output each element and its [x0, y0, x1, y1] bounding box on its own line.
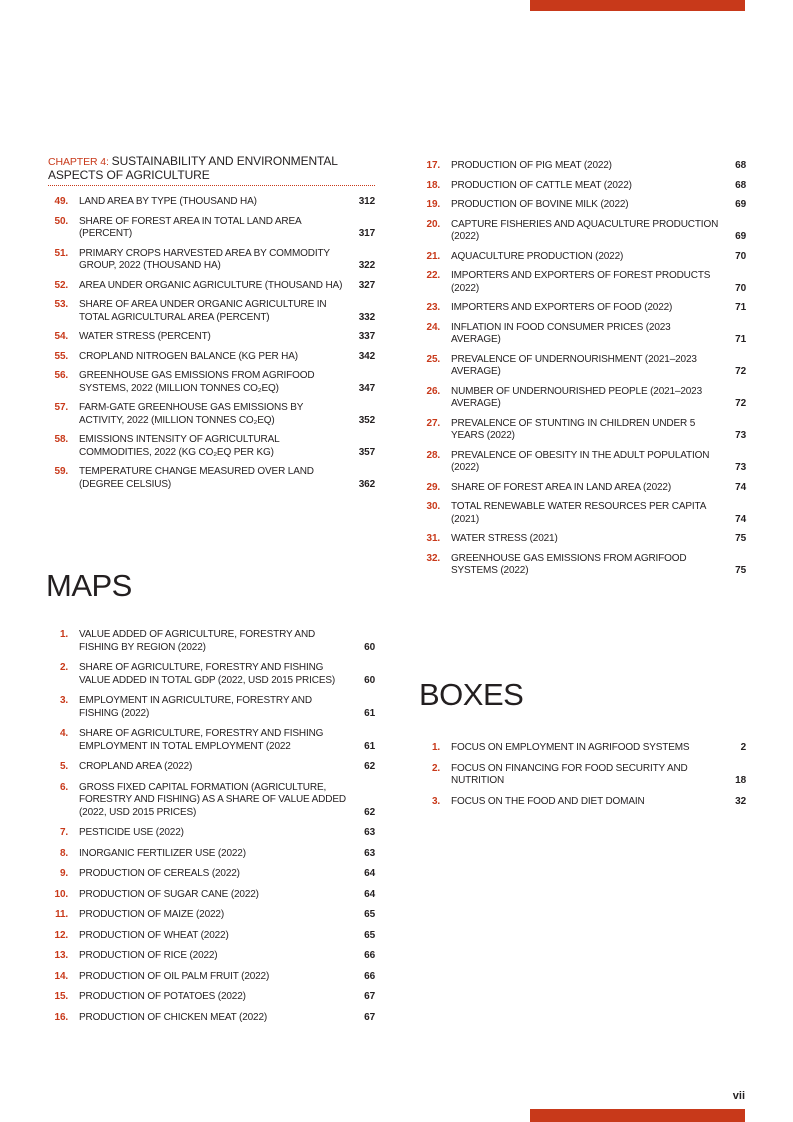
entry-title: PRODUCTION OF CATTLE MEAT (2022)	[451, 179, 632, 191]
entry-number: 59.	[54, 466, 68, 477]
entry-number: 8.	[59, 847, 68, 859]
entry-page: 75	[735, 565, 746, 576]
entry-title: WATER STRESS (PERCENT)	[79, 331, 211, 342]
entry-number: 19.	[426, 199, 440, 210]
entry-number: 11.	[55, 909, 68, 920]
toc-entry[interactable]	[48, 629, 375, 654]
entry-number: 15.	[54, 991, 68, 1002]
chapter4-list	[48, 196, 375, 491]
entry-title: PRODUCTION OF OIL PALM FRUIT (2022)	[79, 970, 270, 982]
entry-page: 317	[358, 228, 375, 239]
entry-page: 357	[358, 446, 375, 458]
entry-page: 61	[364, 707, 375, 719]
toc-entry[interactable]	[48, 761, 375, 774]
toc-entry[interactable]	[48, 248, 375, 273]
entry-title: CROPLAND NITROGEN BALANCE (KG PER HA)	[79, 350, 298, 362]
entry-page: 63	[364, 847, 375, 859]
entry-title: GREENHOUSE GAS EMISSIONS FROM AGRIFOOD SYSTEMS (2022)	[451, 552, 687, 576]
entry-title: SHARE OF FOREST AREA IN LAND AREA (2022)	[451, 481, 672, 493]
toc-entry[interactable]	[48, 728, 375, 753]
toc-entry[interactable]	[48, 196, 375, 209]
boxes-section	[420, 742, 746, 816]
boxes-heading: BOXES	[419, 677, 524, 712]
toc-entry[interactable]	[420, 386, 746, 411]
entry-number: 50.	[54, 215, 68, 227]
entry-title: FOCUS ON EMPLOYMENT IN AGRIFOOD SYSTEMS	[451, 742, 690, 753]
toc-entry[interactable]	[420, 180, 746, 193]
toc-entry[interactable]	[48, 827, 375, 840]
entry-page: 67	[364, 991, 375, 1002]
toc-entry[interactable]	[420, 796, 746, 809]
entry-number: 3.	[431, 795, 440, 807]
entry-page: 70	[735, 282, 746, 294]
entry-page: 72	[735, 398, 746, 409]
toc-entry[interactable]	[420, 553, 746, 578]
toc-entry[interactable]	[420, 354, 746, 379]
bottom-accent-bar	[530, 1109, 745, 1122]
entry-number: 7.	[59, 827, 68, 838]
toc-entry[interactable]	[48, 868, 375, 881]
entry-page: 337	[358, 331, 375, 342]
entry-title: PRODUCTION OF CEREALS (2022)	[79, 868, 240, 879]
entry-title: PREVALENCE OF STUNTING IN CHILDREN UNDER 5 YEARS (2022)	[451, 417, 696, 441]
entry-number: 31.	[426, 533, 440, 544]
maps-list-left	[48, 629, 375, 1024]
entry-number: 9.	[59, 868, 68, 879]
entry-title: PRODUCTION OF BOVINE MILK (2022)	[451, 199, 629, 210]
entry-page: 332	[358, 311, 375, 323]
page-number: vii	[732, 1090, 745, 1102]
entry-page: 32	[735, 795, 746, 807]
toc-entry[interactable]	[420, 482, 746, 495]
entry-page: 342	[358, 350, 375, 362]
entry-number: 29.	[426, 481, 440, 493]
entry-title: SHARE OF FOREST AREA IN TOTAL LAND AREA (PERCENT)	[79, 215, 301, 239]
entry-title: EMPLOYMENT IN AGRICULTURE, FORESTRY AND FISHING (2022)	[79, 695, 312, 719]
entry-page: 71	[735, 334, 746, 345]
toc-entry[interactable]	[420, 322, 746, 347]
chapter-label: CHAPTER 4:	[48, 156, 112, 168]
entry-title: PRODUCTION OF MAIZE (2022)	[79, 909, 225, 920]
toc-entry[interactable]	[48, 370, 375, 395]
toc-entry[interactable]	[48, 434, 375, 459]
entry-number: 21.	[426, 250, 440, 262]
entry-number: 17.	[426, 160, 440, 171]
entry-number: 20.	[426, 218, 440, 230]
entry-title: TOTAL RENEWABLE WATER RESOURCES PER CAPITA (2021)	[451, 501, 706, 525]
toc-entry[interactable]	[420, 450, 746, 475]
entry-title: INFLATION IN FOOD CONSUMER PRICES (2023 AVERAGE)	[451, 321, 671, 345]
entry-title: TEMPERATURE CHANGE MEASURED OVER LAND (DEGREE CELSIUS)	[79, 466, 314, 490]
entry-page: 352	[358, 414, 375, 426]
entry-page: 68	[735, 160, 746, 171]
entry-number: 30.	[426, 501, 440, 512]
entry-page: 60	[364, 674, 375, 686]
entry-title: PRODUCTION OF RICE (2022)	[79, 950, 218, 961]
boxes-list	[420, 742, 746, 808]
entry-title: VALUE ADDED OF AGRICULTURE, FORESTRY AND FISHING BY REGION (2022)	[79, 629, 316, 653]
entry-number: 6.	[59, 781, 68, 793]
entry-number: 2.	[59, 662, 68, 673]
entry-title: PRODUCTION OF WHEAT (2022)	[79, 929, 229, 941]
entry-number: 3.	[59, 695, 68, 706]
entry-title: LAND AREA BY TYPE (THOUSAND HA)	[79, 196, 257, 207]
toc-entry[interactable]	[48, 695, 375, 720]
toc-entry[interactable]	[48, 331, 375, 344]
entry-number: 26.	[426, 385, 440, 397]
toc-entry[interactable]	[48, 782, 375, 820]
entry-number: 1.	[431, 742, 440, 753]
entry-page: 65	[364, 909, 375, 920]
entry-number: 5.	[59, 761, 68, 772]
toc-entry[interactable]	[48, 351, 375, 364]
entry-title: PREVALENCE OF UNDERNOURISHMENT (2021–2023 AVERAGE)	[451, 353, 697, 377]
entry-title: SHARE OF AGRICULTURE, FORESTRY AND FISHING VALUE ADDED IN TOTAL GDP (2022, USD 2015 PRICES)	[79, 662, 336, 686]
entry-title: SHARE OF AGRICULTURE, FORESTRY AND FISHING EMPLOYMENT IN TOTAL EMPLOYMENT (2022	[79, 728, 324, 752]
entry-title: INORGANIC FERTILIZER USE (2022)	[79, 847, 246, 859]
entry-page: 66	[364, 970, 375, 982]
toc-entry[interactable]	[48, 216, 375, 241]
entry-title: PRIMARY CROPS HARVESTED AREA BY COMMODITY GROUP, 2022 (THOUSAND HA)	[79, 247, 330, 271]
entry-number: 10.	[54, 888, 68, 900]
entry-title: IMPORTERS AND EXPORTERS OF FOOD (2022)	[451, 302, 673, 313]
entry-number: 12.	[54, 929, 68, 941]
entry-title: FARM-GATE GREENHOUSE GAS EMISSIONS BY ACTIVITY, 2022 (MILLION TONNES CO₂EQ)	[79, 402, 304, 426]
entry-page: 69	[735, 199, 746, 210]
toc-entry[interactable]	[420, 160, 746, 173]
entry-page: 66	[364, 950, 375, 961]
entry-number: 14.	[54, 970, 68, 982]
dotted-divider	[48, 185, 375, 186]
entry-number: 23.	[426, 302, 440, 313]
entry-page: 322	[358, 260, 375, 271]
maps-list-right	[420, 160, 746, 578]
toc-entry[interactable]	[48, 299, 375, 324]
entry-title: EMISSIONS INTENSITY OF AGRICULTURAL COMMODITIES, 2022 (KG CO₂EQ PER KG)	[79, 434, 280, 458]
entry-title: CAPTURE FISHERIES AND AQUACULTURE PRODUCTION (2022)	[451, 218, 719, 242]
entry-title: SHARE OF AREA UNDER ORGANIC AGRICULTURE IN TOTAL AGRICULTURAL AREA (PERCENT)	[79, 299, 327, 323]
entry-page: 72	[735, 366, 746, 377]
entry-page: 74	[735, 481, 746, 493]
toc-entry[interactable]	[48, 662, 375, 687]
entry-title: PRODUCTION OF SUGAR CANE (2022)	[79, 888, 259, 900]
toc-entry[interactable]	[48, 909, 375, 922]
entry-number: 51.	[54, 247, 68, 259]
entry-page: 68	[735, 179, 746, 191]
entry-number: 58.	[54, 434, 68, 445]
entry-page: 62	[364, 761, 375, 772]
chapter-heading	[48, 155, 375, 182]
entry-title: NUMBER OF UNDERNOURISHED PEOPLE (2021–2023 AVERAGE)	[451, 385, 703, 409]
entry-page: 2	[740, 742, 746, 753]
entry-title: PRODUCTION OF POTATOES (2022)	[79, 991, 246, 1002]
entry-page: 64	[364, 868, 375, 879]
entry-page: 312	[358, 196, 375, 207]
toc-entry[interactable]	[420, 533, 746, 546]
entry-page: 74	[735, 513, 746, 525]
entry-number: 52.	[54, 279, 68, 291]
toc-entry[interactable]	[420, 199, 746, 212]
toc-entry[interactable]	[48, 848, 375, 861]
entry-title: CROPLAND AREA (2022)	[79, 761, 193, 772]
top-accent-bar	[530, 0, 745, 11]
toc-entry[interactable]	[420, 742, 746, 755]
entry-title: FOCUS ON THE FOOD AND DIET DOMAIN	[451, 795, 645, 807]
toc-entry[interactable]	[48, 402, 375, 427]
entry-page: 70	[735, 250, 746, 262]
entry-number: 2.	[431, 762, 440, 774]
toc-entry[interactable]	[48, 971, 375, 984]
entry-page: 18	[735, 775, 746, 786]
entry-number: 49.	[54, 196, 68, 207]
entry-title: GREENHOUSE GAS EMISSIONS FROM AGRIFOOD SYSTEMS, 2022 (MILLION TONNES CO₂EQ)	[79, 370, 315, 394]
chapter4-section	[48, 155, 375, 498]
toc-entry[interactable]	[420, 251, 746, 264]
toc-entry[interactable]	[48, 930, 375, 943]
toc-entry[interactable]	[48, 950, 375, 963]
maps-list-left-wrap	[48, 629, 375, 1032]
entry-page: 65	[364, 929, 375, 941]
toc-entry[interactable]	[48, 1012, 375, 1025]
entry-page: 64	[364, 888, 375, 900]
entry-page: 75	[735, 533, 746, 544]
toc-entry[interactable]	[48, 889, 375, 902]
entry-title: AQUACULTURE PRODUCTION (2022)	[451, 250, 624, 262]
entry-page: 69	[735, 231, 746, 242]
entry-page: 73	[735, 462, 746, 473]
entry-number: 55.	[54, 350, 68, 362]
entry-page: 60	[364, 641, 375, 653]
entry-number: 57.	[54, 402, 68, 413]
entry-number: 28.	[426, 449, 440, 461]
entry-title: WATER STRESS (2021)	[451, 533, 558, 544]
entry-page: 63	[364, 827, 375, 838]
entry-page: 62	[364, 806, 375, 818]
entry-number: 27.	[426, 417, 440, 429]
entry-number: 32.	[426, 552, 440, 564]
entry-number: 22.	[426, 270, 440, 281]
entry-page: 71	[735, 302, 746, 313]
toc-entry[interactable]	[420, 763, 746, 788]
entry-number: 1.	[59, 629, 68, 640]
entry-number: 13.	[54, 950, 68, 961]
entry-page: 347	[358, 382, 375, 394]
entry-number: 54.	[54, 331, 68, 342]
toc-entry[interactable]	[420, 501, 746, 526]
entry-page: 67	[364, 1011, 375, 1023]
entry-page: 327	[358, 279, 375, 291]
entry-number: 16.	[54, 1011, 68, 1023]
toc-entry[interactable]	[420, 270, 746, 295]
entry-page: 61	[364, 740, 375, 752]
entry-title: GROSS FIXED CAPITAL FORMATION (AGRICULTURE, FORESTRY AND FISHING) AS A SHARE OF VALUE ADDED (2022, USD 2015 PRICES)	[79, 781, 346, 818]
entry-number: 18.	[426, 179, 440, 191]
entry-title: AREA UNDER ORGANIC AGRICULTURE (THOUSAND HA)	[79, 279, 343, 291]
maps-continued	[420, 160, 746, 585]
entry-page: 362	[358, 478, 375, 490]
entry-number: 25.	[426, 353, 440, 365]
entry-number: 4.	[59, 728, 68, 739]
entry-title: IMPORTERS AND EXPORTERS OF FOREST PRODUCTS (2022)	[451, 270, 711, 294]
entry-number: 53.	[54, 299, 68, 310]
entry-title: FOCUS ON FINANCING FOR FOOD SECURITY AND NUTRITION	[451, 762, 688, 786]
entry-title: PRODUCTION OF PIG MEAT (2022)	[451, 160, 612, 171]
entry-page: 73	[735, 430, 746, 441]
maps-heading: MAPS	[46, 568, 132, 603]
chapter-title: SUSTAINABILITY AND ENVIRONMENTAL ASPECTS OF AGRICULTURE	[48, 154, 338, 182]
entry-number: 56.	[54, 370, 68, 381]
entry-title: PESTICIDE USE (2022)	[79, 827, 184, 838]
entry-number: 24.	[426, 321, 440, 333]
toc-entry[interactable]	[420, 302, 746, 315]
toc-entry[interactable]	[420, 418, 746, 443]
toc-entry[interactable]	[420, 219, 746, 244]
entry-title: PREVALENCE OF OBESITY IN THE ADULT POPULATION (2022)	[451, 449, 710, 473]
entry-title: PRODUCTION OF CHICKEN MEAT (2022)	[79, 1011, 268, 1023]
toc-entry[interactable]	[48, 466, 375, 491]
toc-entry[interactable]	[48, 280, 375, 293]
toc-entry[interactable]	[48, 991, 375, 1004]
